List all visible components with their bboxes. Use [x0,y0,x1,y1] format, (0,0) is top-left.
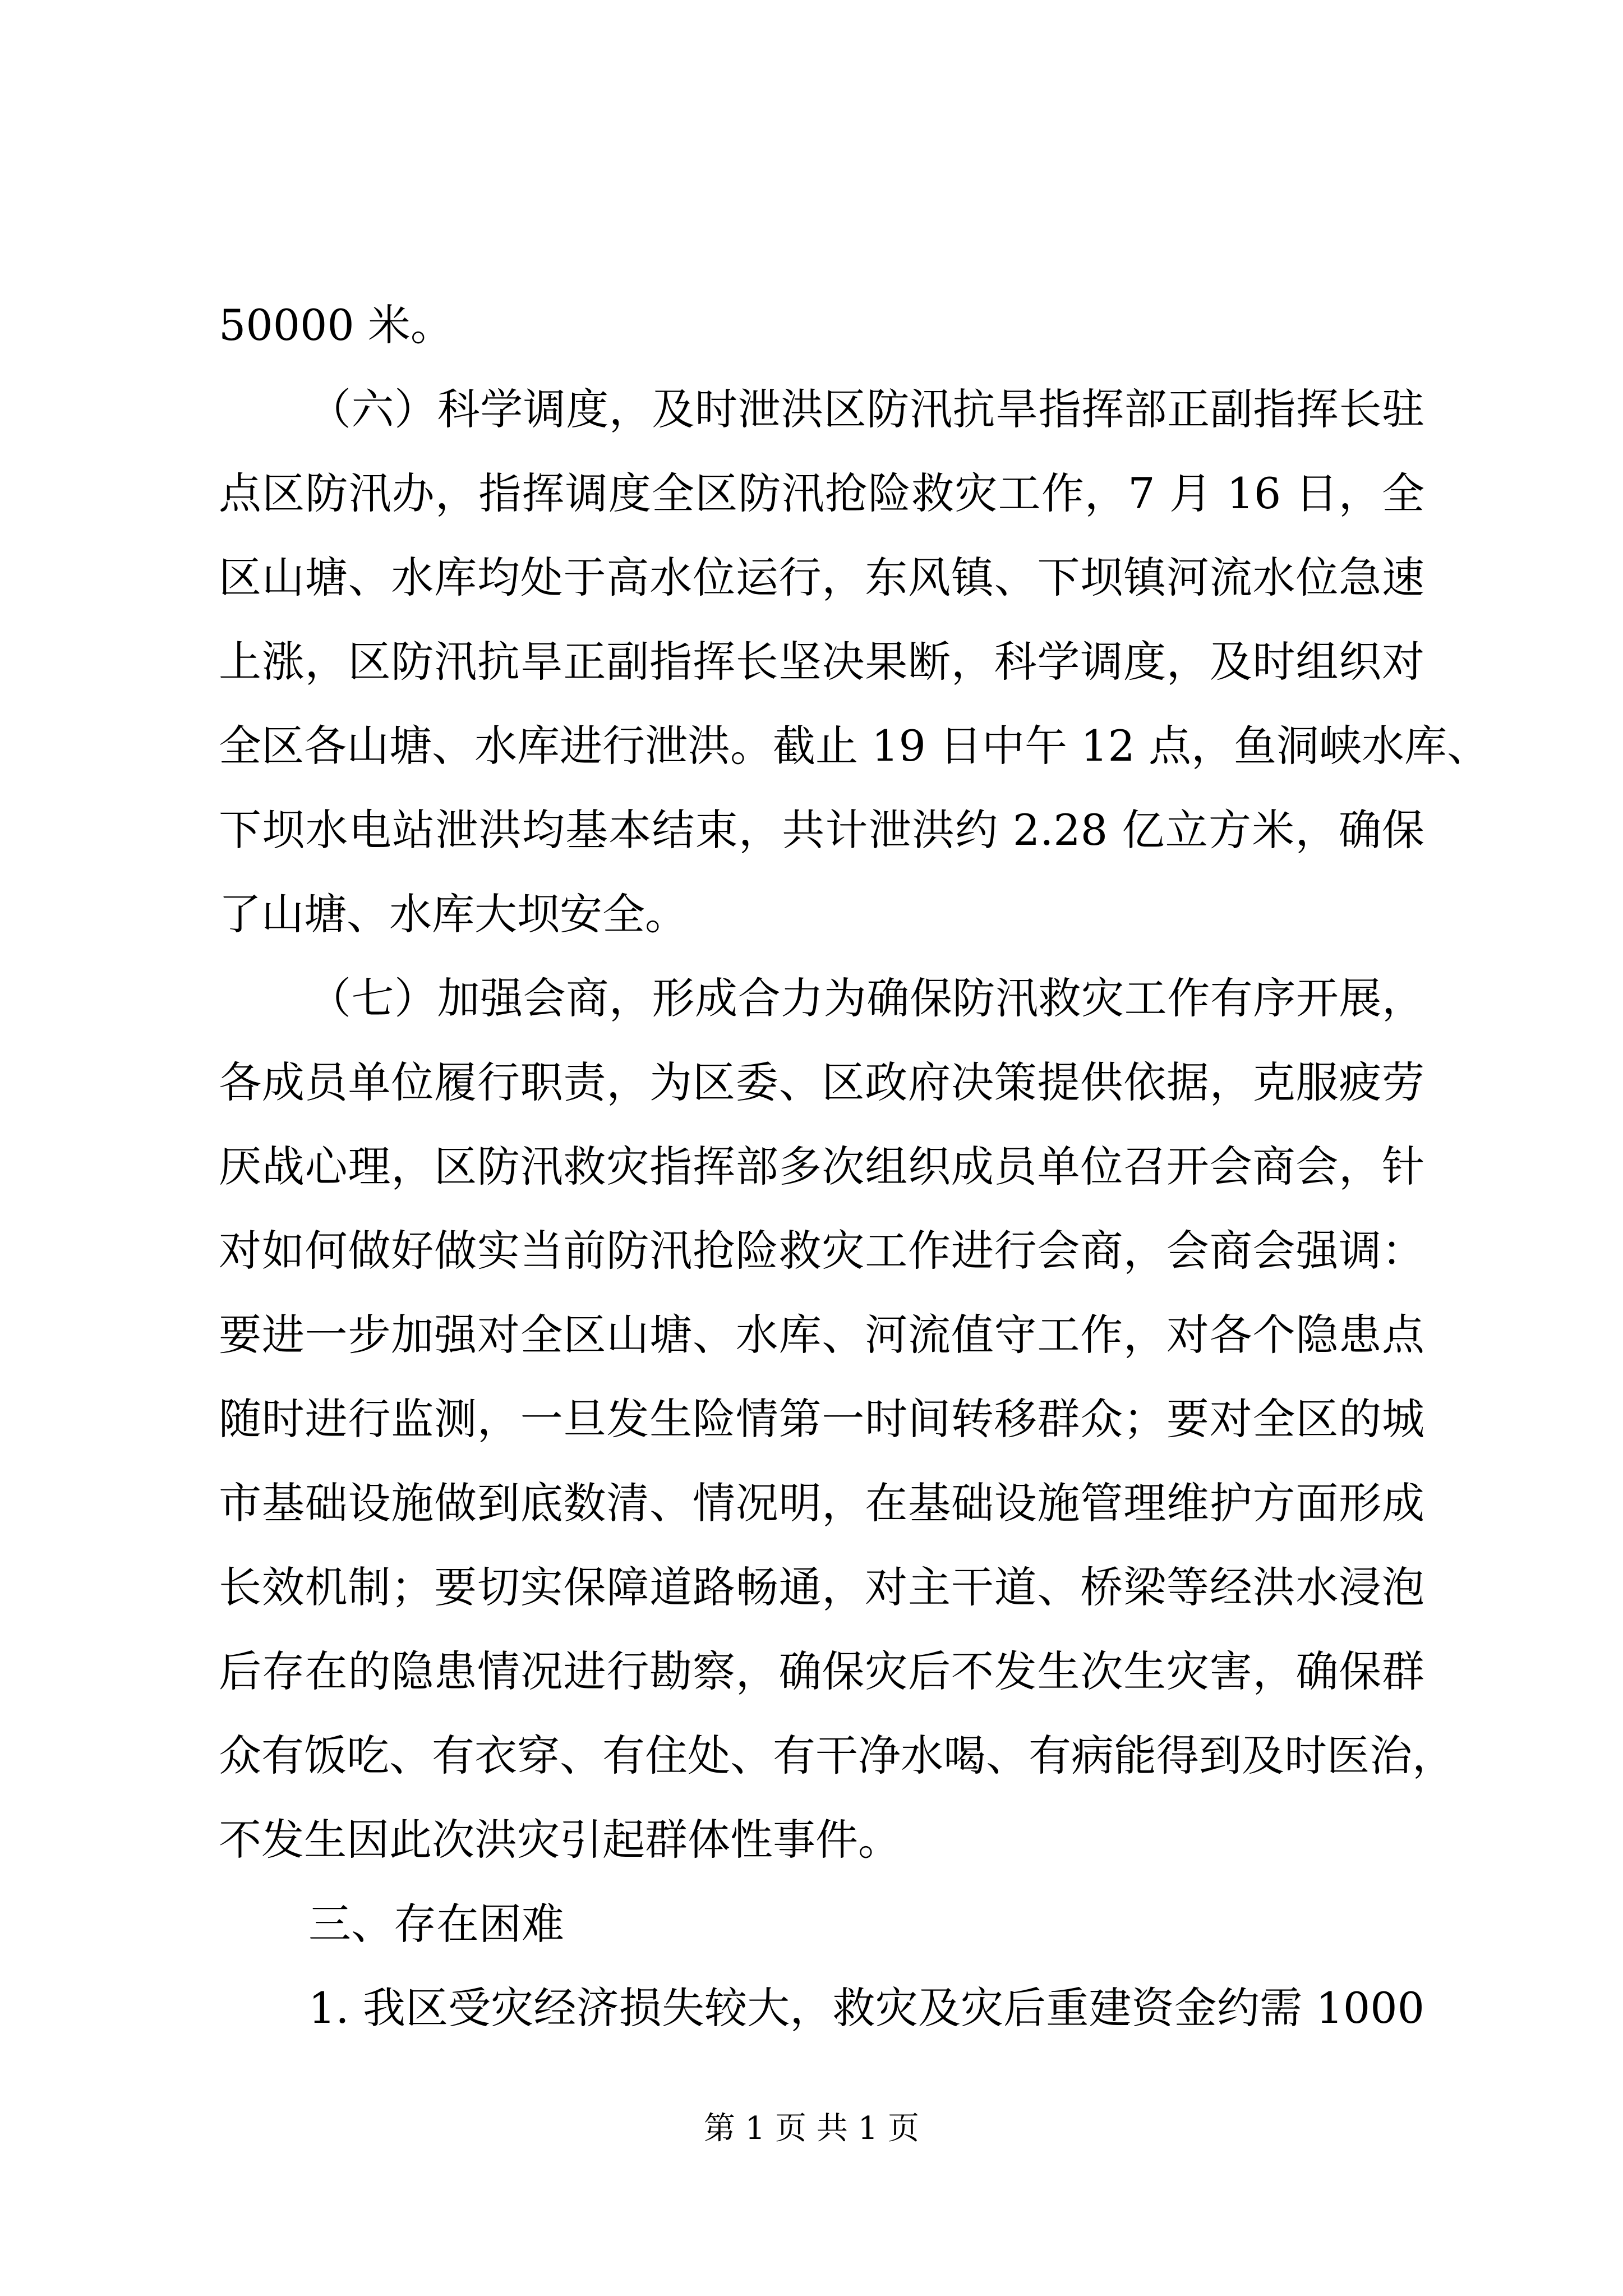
text-line: 市基础设施做到底数清、情况明，在基础设施管理维护方面形成 [219,1478,1424,1528]
text-line: 长效机制；要切实保障道路畅通，对主干道、桥梁等经洪水浸泡 [219,1562,1424,1612]
text-line: 众有饭吃、有衣穿、有住处、有干净水喝、有病能得到及时医治， [219,1731,1455,1780]
text-line: 各成员单位履行职责，为区委、区政府决策提供依据，克服疲劳 [219,1057,1424,1107]
text-line: 后存在的隐患情况进行勘察，确保灾后不发生次生灾害，确保群 [219,1646,1424,1696]
text-line: 不发生因此次洪灾引起群体性事件。 [219,1815,901,1865]
text-line: 1. 我区受灾经济损失较大，救灾及灾后重建资金约需 1000 [308,1983,1424,2033]
text-line: 随时进行监测，一旦发生险情第一时间转移群众；要对全区的城 [219,1394,1424,1444]
text-line: 厌战心理，区防汛救灾指挥部多次组织成员单位召开会商会，针 [219,1142,1424,1191]
text-line: （七）加强会商，形成合力为确保防汛救灾工作有序开展， [308,973,1424,1023]
text-line: 对如何做好做实当前防汛抢险救灾工作进行会商，会商会强调： [219,1226,1424,1276]
text-line: 下坝水电站泄洪均基本结束，共计泄洪约 2.28 亿立方米，确保 [219,805,1424,855]
page-footer: 第 1 页 共 1 页 [703,2110,920,2147]
text-line: （六）科学调度，及时泄洪区防汛抗旱指挥部正副指挥长驻 [308,384,1424,434]
text-line: 要进一步加强对全区山塘、水库、河流值守工作，对各个隐患点 [219,1310,1424,1360]
text-line: 上涨，区防汛抗旱正副指挥长坚决果断，科学调度，及时组织对 [219,637,1424,687]
text-line: 点区防汛办，指挥调度全区防汛抢险救灾工作，7 月 16 日，全 [219,468,1424,518]
text-line: 全区各山塘、水库进行泄洪。截止 19 日中午 12 点，鱼洞峡水库、 [219,721,1490,771]
section-heading: 三、存在困难 [308,1899,564,1949]
text-line: 区山塘、水库均处于高水位运行，东风镇、下坝镇河流水位急速 [219,553,1424,602]
text-line: 50000 米。 [219,300,453,350]
text-line: 了山塘、水库大坝安全。 [219,889,688,939]
